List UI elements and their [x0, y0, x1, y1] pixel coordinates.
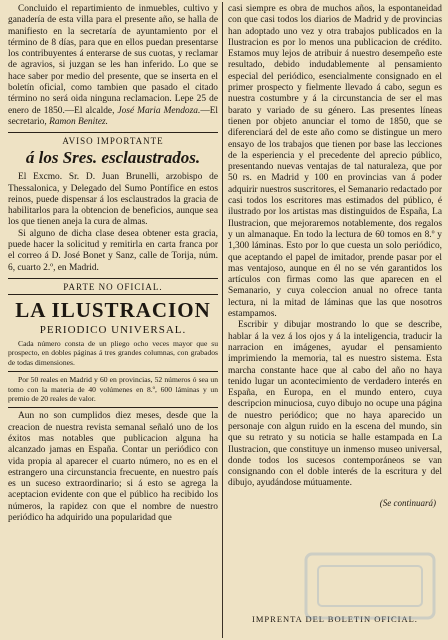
info-small-1: Cada número consta de un pliego ocho veces mayor que su prospecto, en dobles páginas á tres grandes columnas, con grabados de todas dimensiones.: [8, 338, 218, 367]
notice-paragraph: Concluido el repartimiento de inmuebles, cultivo y ganadería de esta villa para el presente año, se halla de manifiesto en la secretaría de ayuntamiento por el término de 8 días, para que en ellos puedan presentarse los contribuyentes á enterarse de sus cuotas, y reclamar de agravios, si juzgan se les han inferido. Lo que se hace saber por medio del presente, que se inserta en el boletín oficial, como tambien que pasado el citado término no será oida ninguna reclamacion. Lepe 25 de enero de 1850.—El alcalde, José Maria Mendoza.—El secretario, Ramon Benitez.: [8, 4, 218, 127]
aviso-title: á los Sres. esclaustrados.: [25, 148, 201, 168]
aviso-heading: AVISO IMPORTANTE: [62, 136, 164, 147]
column-divider: [222, 2, 223, 638]
article-continuation: casi siempre es obra de muchos años, la espontaneidad con que casi todos los diarios de Madrid y de provincias han adoptado uno vez y otra trabajos publicados en la Ilustracion es por lo menos una publicacion de crédito. Estamos muy lejos de atribuir á nuestro desempeño este resultado, debido indudablemente al pensamiento especial del periódico, esencialmente consignado en el primer prospecto y fielmente llevado á cabo, segun es nuestra costumbre y á la circunstancia de ser el mas barato y variado de su género. Las presentes líneas tienen por objeto anunciar el tomo de 1850, que se diferenciará del de este año como se distingue un mero ensayo de los trabajos que tienen por base las lecciones de la esperiencia y el precedente del aprecio público, presentando nuevas ventajas de tal naturaleza, que por 50 rs. en Madrid y 100 en provincias van á poder adquirir nuestros suscritores, el Semanario redactado por casi todos los escritores mas estimados del público, é ilustrado por los artistas mas distinguidos de España, La Ilustracion, que mejoraremos notablemente, dos regalos y un almanaque. En todo la lectura de 60 tomos en 8.º y 1,300 láminas. Esto por lo que cuesta un solo periódico, que aceptando el papel de imitador, prende pasar por el mas ventajoso, aunque en él no se vén garantidos los artículos con firmas como las que aparecen en el Semanario, y cuya coleccion anual no ofrece tanta lectura, ni la mitad de láminas que las que nosotros estampamos.: [228, 4, 442, 320]
parte-heading: PARTE NO OFICIAL.: [63, 281, 163, 292]
section-rule: [8, 407, 218, 408]
right-column: [228, 4, 442, 634]
aviso-paragraph-2: Si alguno de dicha clase desea obtener esta gracia, puede hacer la solicitud y remitirla en carta franca por el correo á D. José Bonet y Sanz, calle de Torija, núm. 6, cuarto 2.º, en Madrid.: [8, 228, 218, 273]
continuara-note: (Se continuará): [379, 497, 436, 508]
ilustracion-title: LA ILUSTRACION: [15, 297, 211, 322]
article-paragraph-2: Escribir y dibujar mostrando lo que se describe, hablar á la vez á los ojos y á la inteligencia, traducir la narracion en imágenes, ayudar el pensamiento imprimiendo la memoria, tal es nuestro sistema. Esta marcha constante hace que al cabo del año no haya tenido lugar un acontecimiento de verdadero interés en España, en Europa, en el mundo entero, cuya descripcion minuciosa, cuyo dibujo no ocupe una página de nuestro periódico; que no haya aparecido un personaje con algun ruido en la escena del mundo, sin que su retrato y su noticia se halle estampada en La Ilustracion, que constituye un inmenso museo universal, donde todos los sucesos contemporáneos se van consignando con el doble interés de la escritura y del dibujo, ayudándose mútuamente.: [228, 320, 442, 489]
article-paragraph: Aun no son cumplidos diez meses, desde que la creacion de nuestra revista semanal señaló uno de los éxitos mas notables que publicacion alguna ha alcanzado jamas en España. Contar un periódico con vida propia al aparecer el cuarto número, no es en el estrangero una circunstancia frecuente, en nuestro país es un suceso extraordinario; si á esto se agrega la aceptacion evidente con que el público ha recibido los números, la rapidez con que el nombre de nuestro periódico ha adquirido una popularidad que: [8, 411, 218, 524]
info-small-2: Por 50 reales en Madrid y 60 en provincias, 52 números ó sea un tomo con la materia de 40 volúmenes en 8.º, 600 láminas y un premio de 20 reales de valor.: [8, 375, 218, 403]
section-rule: [8, 294, 218, 295]
periodico-subtitle: PERIODICO UNIVERSAL.: [39, 323, 187, 336]
left-column: [8, 4, 218, 634]
section-rule: [8, 371, 218, 372]
watermark-icon: [300, 548, 440, 624]
imprenta-footer: IMPRENTA DEL BOLETIN OFICIAL.: [252, 614, 418, 624]
section-rule: [8, 278, 218, 279]
aviso-paragraph-1: El Excmo. Sr. D. Juan Brunelli, arzobispo de Thessalonica, y Delegado del Sumo Pontífice en estos reinos, puede dispensar á los esclaustrados la gracia de habilitarlos para la obtencion de beneficios, aunque sea los que tienen aneja la cura de almas.: [8, 172, 218, 228]
section-rule: [8, 132, 218, 133]
